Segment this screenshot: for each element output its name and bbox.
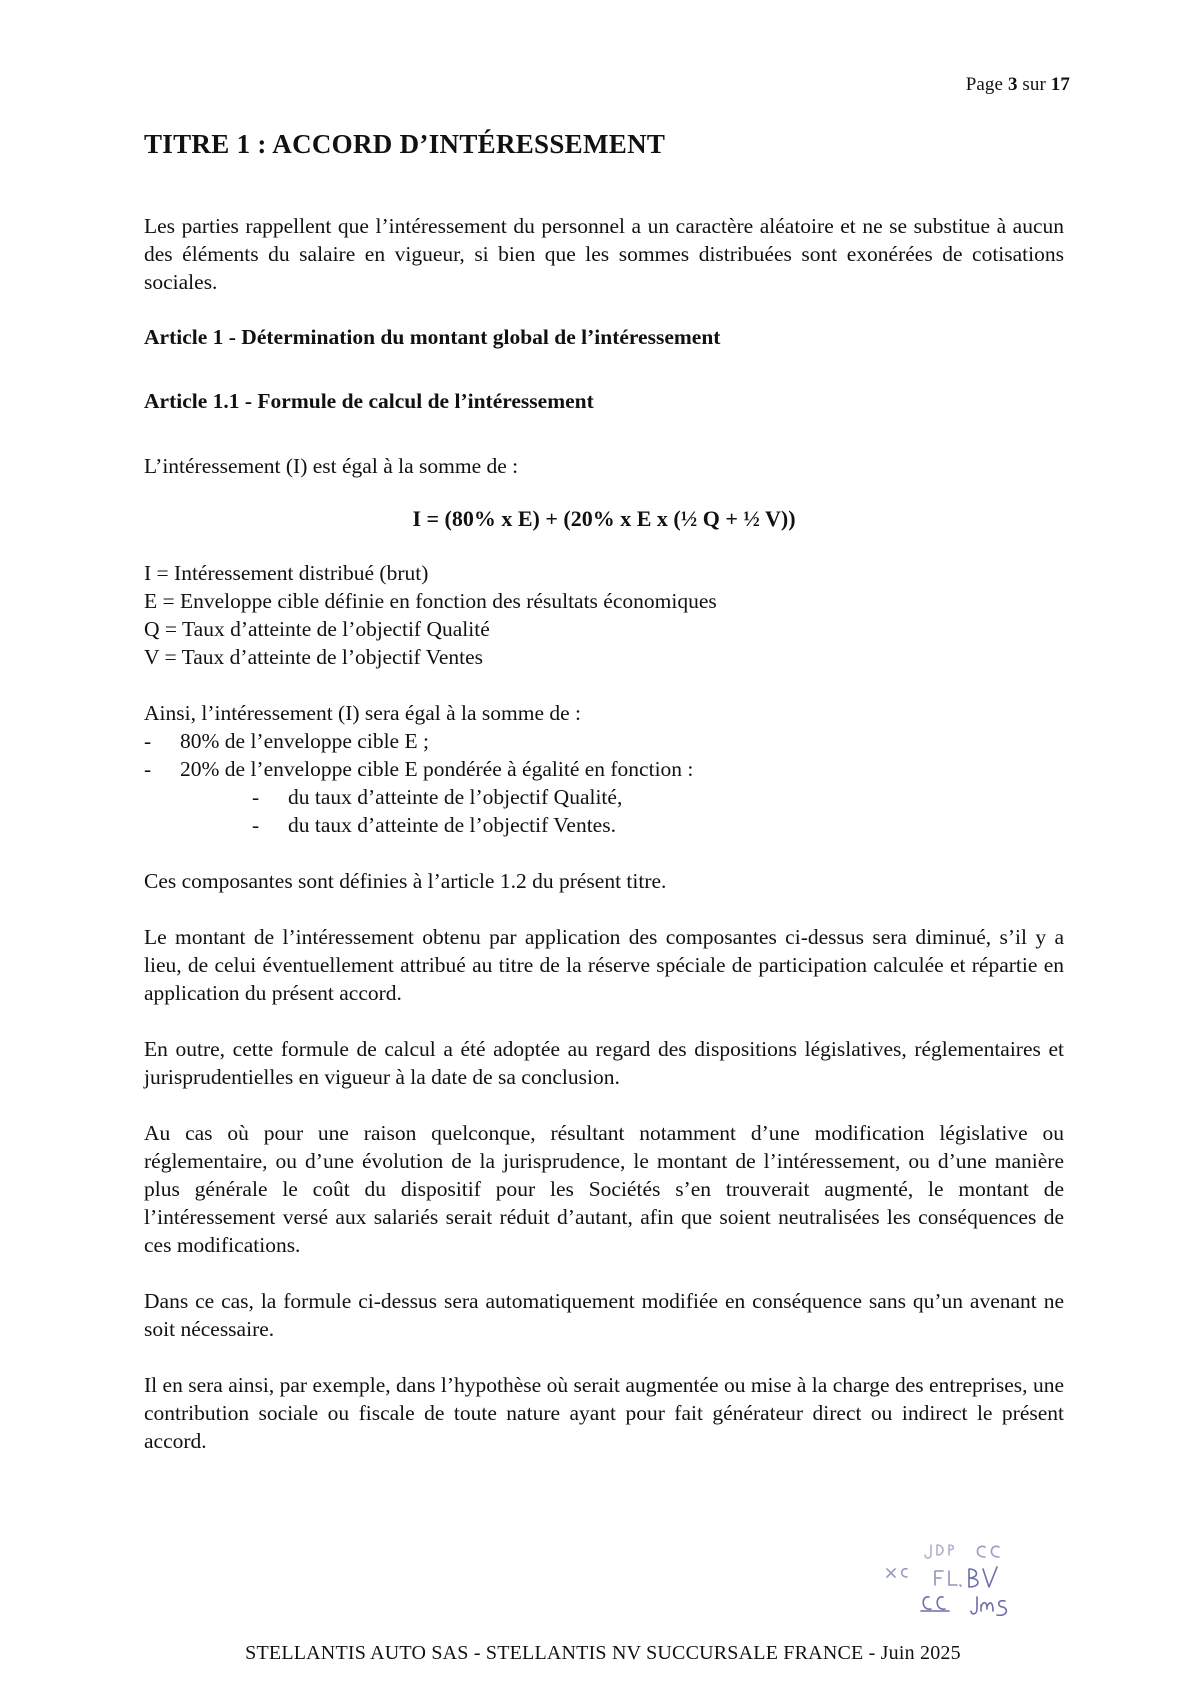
definition-item: I = Intéressement distribué (brut): [144, 561, 429, 585]
list-item: [144, 755, 1064, 783]
initials-cc: [977, 1546, 999, 1557]
sub-list-item: [144, 783, 1064, 811]
list-item: [144, 727, 1064, 755]
paragraph: Le montant de l’intéressement obtenu par application des composantes ci-dessus sera diminué, s’il y a lieu, de celui éventuellement attribué au titre de la réserve spéciale de participation calculée et répartie en application du présent accord.: [144, 925, 1064, 1005]
sub-list-item: [144, 811, 1064, 839]
page-label: Page: [965, 74, 1004, 95]
paragraph: Au cas où pour une raison quelconque, résultant notamment d’une modification législative ou réglementaire, ou d’une évolution de la jurisprudence, le montant de l’intéressement, ou d’une manière plus générale le coût du dispositif pour les Sociétés s’en trouverait augmenté, le montant de l’intéressement versé aux salariés serait réduit d’autant, afin que soient neutralisées les conséquences de ces modifications.: [144, 1121, 1064, 1257]
formula-lead: L’intéressement (I) est égal à la somme de :: [144, 454, 519, 478]
sub-list-item-text: du taux d’atteinte de l’objectif Qualité,: [288, 785, 623, 809]
formula: I = (80% x E) + (20% x E x (½ Q + ½ V)): [412, 506, 796, 531]
article-1-1-heading: Article 1.1 - Formule de calcul de l’intéressement: [144, 389, 594, 413]
definition-item: V = Taux d’atteinte de l’objectif Ventes: [144, 645, 484, 669]
page-total: 17: [1050, 74, 1070, 95]
paragraph: En outre, cette formule de calcul a été adoptée au regard des dispositions législatives, réglementaires et jurisprudentielles en vigueur à la date de sa conclusion.: [144, 1037, 1064, 1089]
page-of: sur: [1022, 74, 1046, 95]
dash-bullet: -: [144, 757, 152, 781]
components-list: [144, 699, 1064, 839]
article-1-heading: Article 1 - Détermination du montant global de l’intéressement: [144, 325, 721, 349]
initials-bv: [969, 1567, 997, 1587]
handwritten-initials: [885, 1535, 1045, 1625]
paragraph: Ces composantes sont définies à l’article 1.2 du présent titre.: [144, 869, 667, 893]
document-footer: STELLANTIS AUTO SAS - STELLANTIS NV SUCCURSALE FRANCE - Juin 2025: [245, 1642, 961, 1664]
sub-list-item-text: du taux d’atteinte de l’objectif Ventes.: [288, 813, 616, 837]
initials-jms: [971, 1597, 1006, 1615]
list-item-text: 20% de l’enveloppe cible E pondérée à égalité en fonction :: [180, 757, 694, 781]
list-item-text: 80% de l’enveloppe cible E ;: [180, 729, 429, 753]
page-number: [966, 74, 1070, 96]
paragraph: Il en sera ainsi, par exemple, dans l’hypothèse où serait augmentée ou mise à la charge des entreprises, une contribution sociale ou fiscale de toute nature ayant pour fait générateur direct ou indirect le présent accord.: [144, 1373, 1064, 1453]
definition-item: E = Enveloppe cible définie en fonction des résultats économiques: [144, 589, 717, 613]
dash-bullet: -: [252, 813, 260, 837]
document-body: [144, 130, 1064, 1483]
dash-bullet: -: [252, 785, 260, 809]
initials-fl: [935, 1571, 961, 1586]
paragraph: Dans ce cas, la formule ci-dessus sera automatiquement modifiée en conséquence sans qu’un avenant ne soit nécessaire.: [144, 1289, 1064, 1341]
document-title: TITRE 1 : ACCORD D’INTÉRESSEMENT: [144, 129, 666, 159]
page-current: 3: [1007, 74, 1018, 95]
dash-bullet: -: [144, 729, 152, 753]
list-lead: Ainsi, l’intéressement (I) sera égal à la somme de :: [144, 701, 582, 725]
definition-item: Q = Taux d’atteinte de l’objectif Qualité: [144, 617, 490, 641]
definitions-list: [144, 559, 1064, 671]
intro-paragraph: Les parties rappellent que l’intéressement du personnel a un caractère aléatoire et ne se substitue à aucun des éléments du salaire en vigueur, si bien que les sommes distribuées sont exonérées de cotisations sociales.: [144, 214, 1064, 294]
initials-jdp: [925, 1545, 954, 1558]
initials-xc: [887, 1569, 907, 1577]
initials-lc: [921, 1597, 949, 1611]
